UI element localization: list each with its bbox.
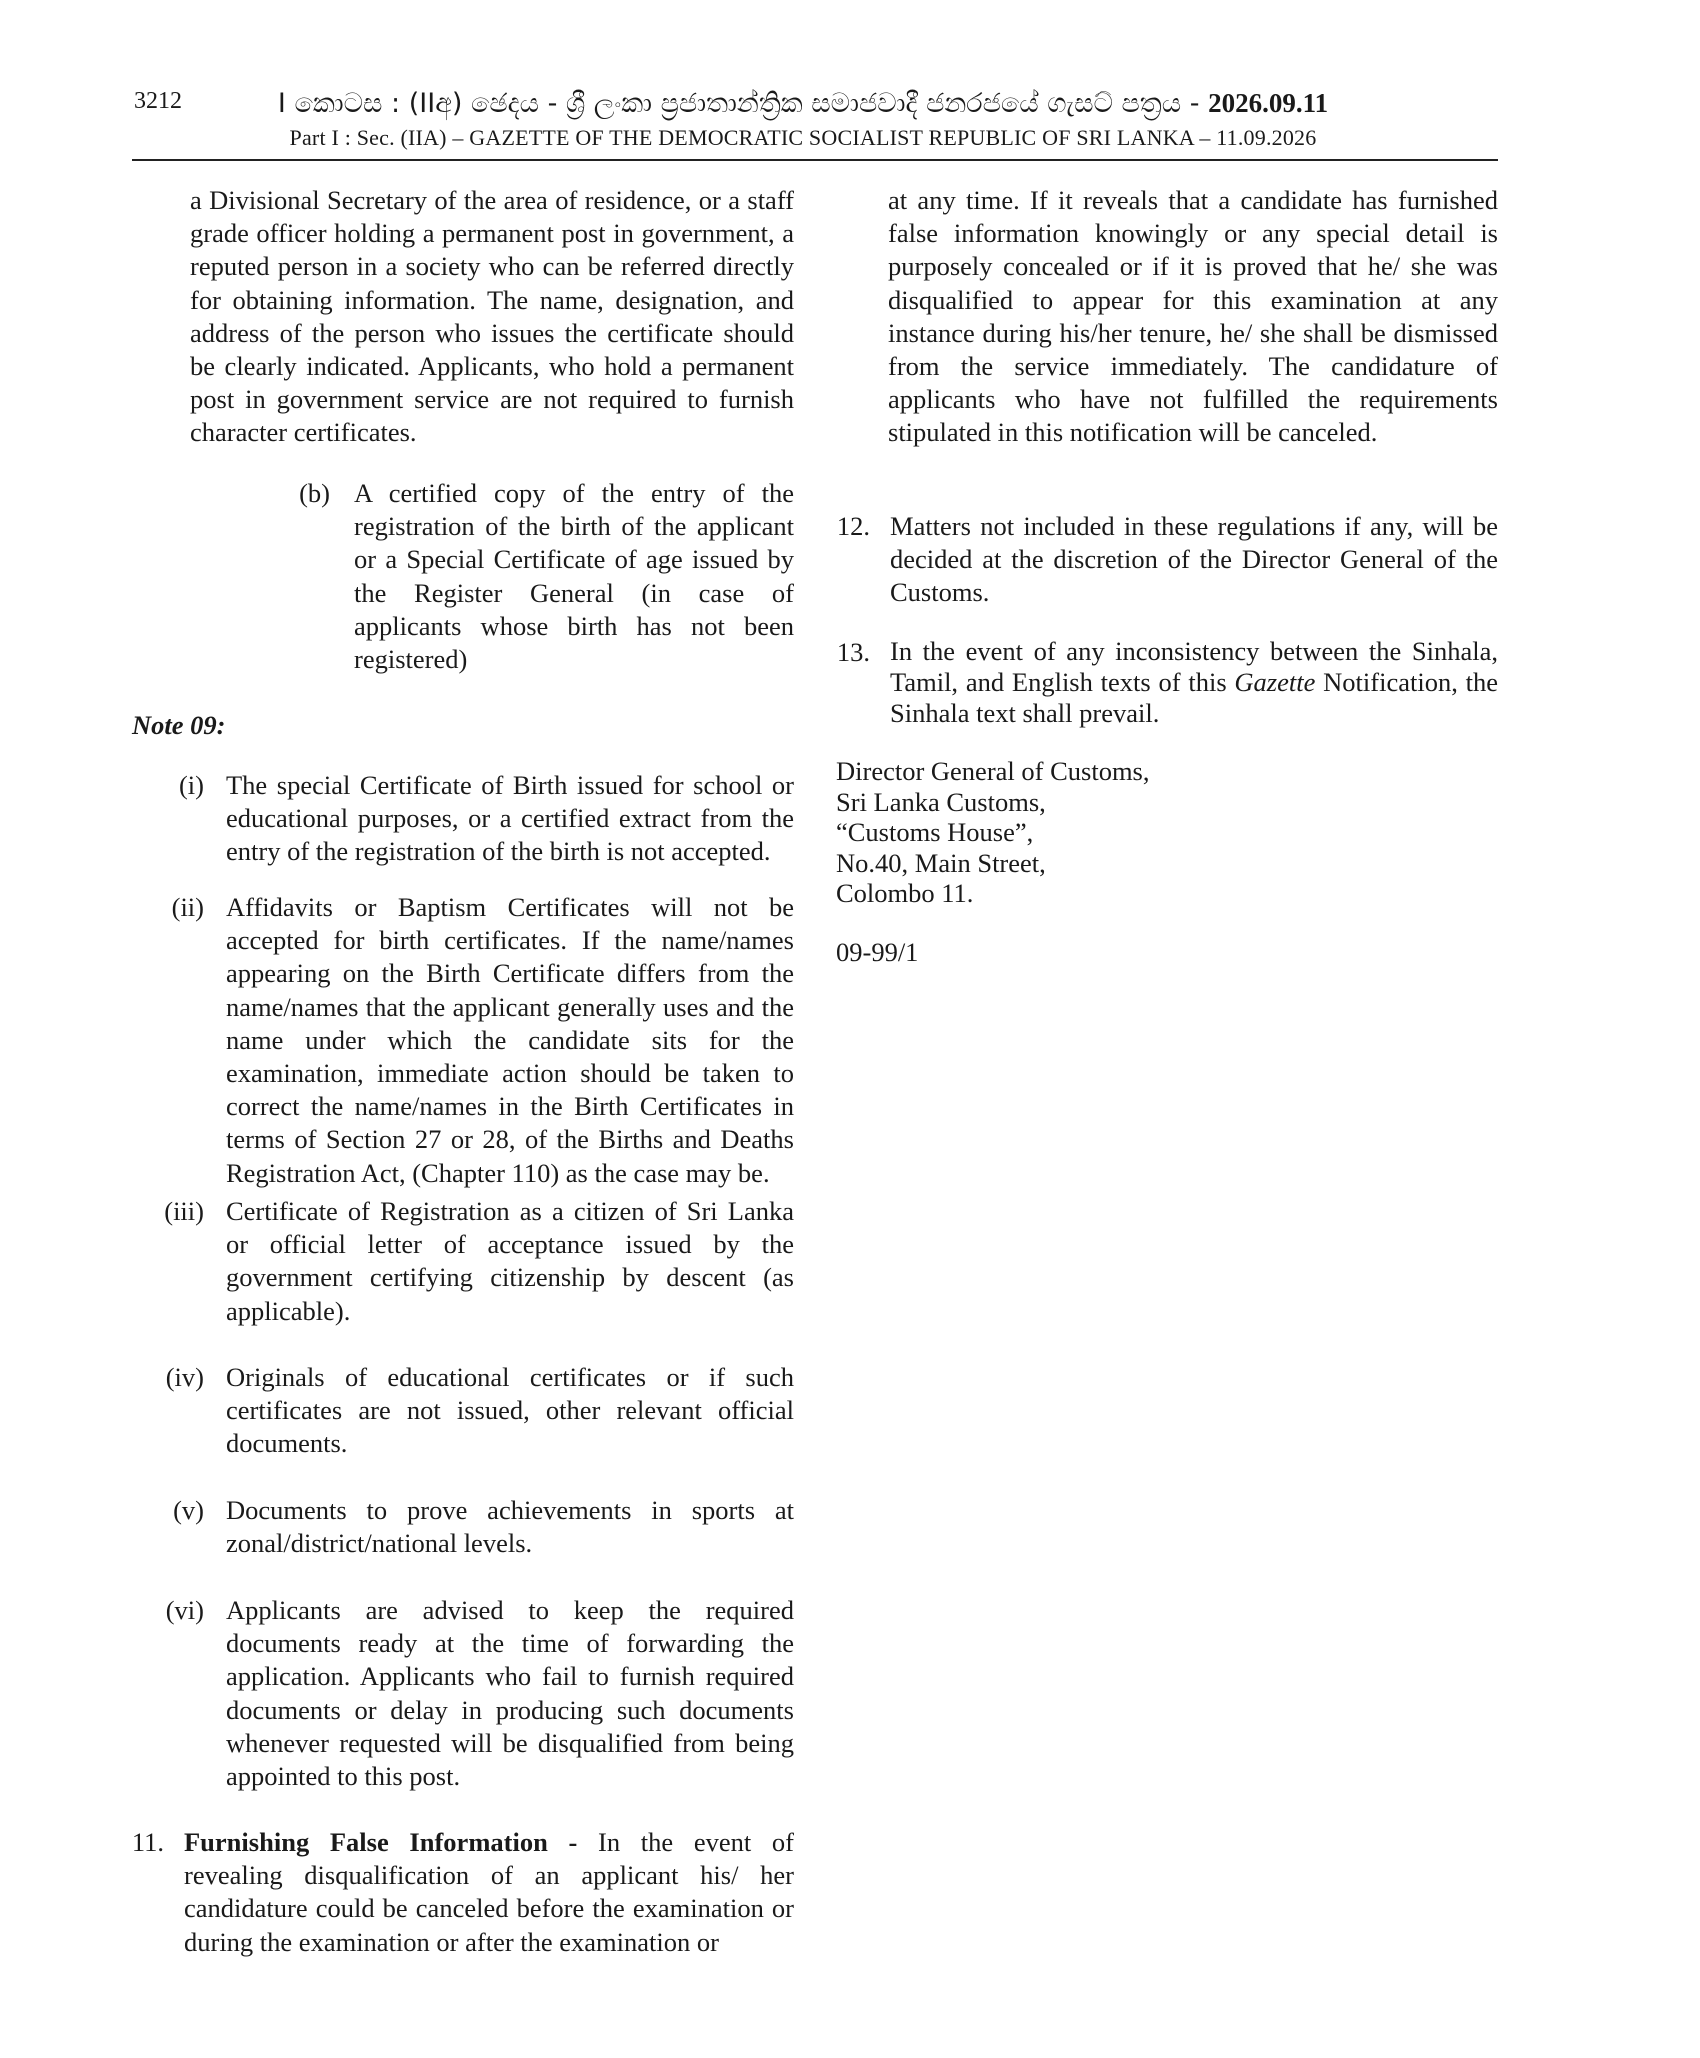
- signature-line: Colombo 11.: [836, 878, 974, 909]
- header-sinhala-title: I කොටස : (IIඅ) ඡෙදය - ශ්‍රී ලංකා ප්‍රජාතාන්ත්‍රික සමාජවාදී ජනරජයේ ගැසට් පත්‍රය -: [277, 88, 1209, 119]
- note-label: (iv): [165, 1362, 204, 1392]
- header-sinhala-date: 2026.09.11: [1208, 88, 1329, 118]
- signature-line: Director General of Customs,: [836, 756, 1150, 786]
- section-12-number: 12.: [836, 511, 870, 541]
- page-number: 3212: [134, 88, 182, 114]
- section-11-number: 11.: [131, 1827, 164, 1857]
- header-english-line: Part I : Sec. (IIA) – GAZETTE OF THE DEMOCRATIC SOCIALIST REPUBLIC OF SRI LANKA – 11.09.2026: [289, 125, 1317, 150]
- header-sinhala-line: [270, 88, 1336, 120]
- note-heading: Note 09:: [132, 710, 226, 740]
- note-text: Certificate of Registration as a citizen of Sri Lanka or official letter of acceptance issued by the government certifying citizenship by descent (as applicable).: [226, 1196, 794, 1326]
- intro-paragraph: a Divisional Secretary of the area of residence, or a staff grade officer holding a permanent post in government, a reputed person in a society who can be referred directly for obtaining information. The name, designation, and address of the person who issues the certificate should be clearly indicated. Applicants, who hold a permanent post in government service are not required to furnish character certificates.: [190, 185, 794, 448]
- section-13-paragraph: [890, 636, 1498, 729]
- section-13-text-before: In the event of any inconsistency between the Sinhala, Tamil, and English texts of this: [890, 636, 1498, 697]
- note-text: Originals of educational certificates or if such certificates are not issued, other relevant official documents.: [226, 1362, 794, 1459]
- note-label: (i): [178, 770, 204, 800]
- reference-number: 09-99/1: [836, 937, 919, 967]
- section-11-text: In the event of revealing disqualification of an applicant his/ her candidature could be canceled before the examination or during the examination or after the examination or: [184, 1827, 794, 1957]
- signature-line: “Customs House”,: [836, 817, 1034, 848]
- note-label: (vi): [165, 1595, 204, 1625]
- section-13-number: 13.: [836, 637, 870, 667]
- note-text: The special Certificate of Birth issued for school or educational purposes, or a certified extract from the entry of the registration of the birth is not accepted.: [226, 770, 794, 867]
- note-label: (v): [173, 1495, 204, 1525]
- signature-line: No.40, Main Street,: [836, 847, 1046, 878]
- section-11-paragraph: [184, 1826, 794, 1959]
- section-12-text: Matters not included in these regulations if any, will be decided at the discretion of the Director General of the Customs.: [890, 511, 1498, 608]
- item-b-label: (b): [299, 478, 330, 508]
- section-11-title: Furnishing False Information -: [184, 1827, 578, 1857]
- signature-line: Sri Lanka Customs,: [836, 786, 1046, 817]
- note-text: Affidavits or Baptism Certificates will not be accepted for birth certificates. If the name/names appearing on the Birth Certificate differs from the name/names that the applicant generally uses and the name under which the candidate sits for the examination, immediate action should be taken to correct the name/names in the Birth Certificates in terms of Section 27 or 28, of the Births and Deaths Registration Act, (Chapter 110) as the case may be.: [226, 892, 794, 1188]
- section-13-text-italic: Gazette: [1234, 667, 1316, 697]
- section-13-text-after: Notification, the Sinhala text shall prevail.: [890, 667, 1498, 728]
- signature-block: [836, 756, 1436, 909]
- note-text: Applicants are advised to keep the required documents ready at the time of forwarding the application. Applicants who fail to furnish required documents or delay in producing such documents whenever requested will be disqualified from being appointed to this post.: [226, 1595, 794, 1792]
- continuation-paragraph: at any time. If it reveals that a candidate has furnished false information knowingly or any special detail is purposely concealed or if it is proved that he/ she was disqualified to appear for this examination at any instance during his/her tenure, he/ she shall be dismissed from the service immediately. The candidature of applicants who have not fulfilled the requirements stipulated in this notification will be canceled.: [888, 185, 1498, 448]
- note-text: Documents to prove achievements in sports at zonal/district/national levels.: [226, 1495, 794, 1559]
- note-label: (ii): [171, 892, 204, 922]
- note-label: (iii): [164, 1196, 204, 1226]
- header-rule: [132, 159, 1498, 161]
- item-b-text: A certified copy of the entry of the registration of the birth of the applicant or a Special Certificate of age issued by the Register General (in case of applicants whose birth has not been registered): [354, 478, 794, 675]
